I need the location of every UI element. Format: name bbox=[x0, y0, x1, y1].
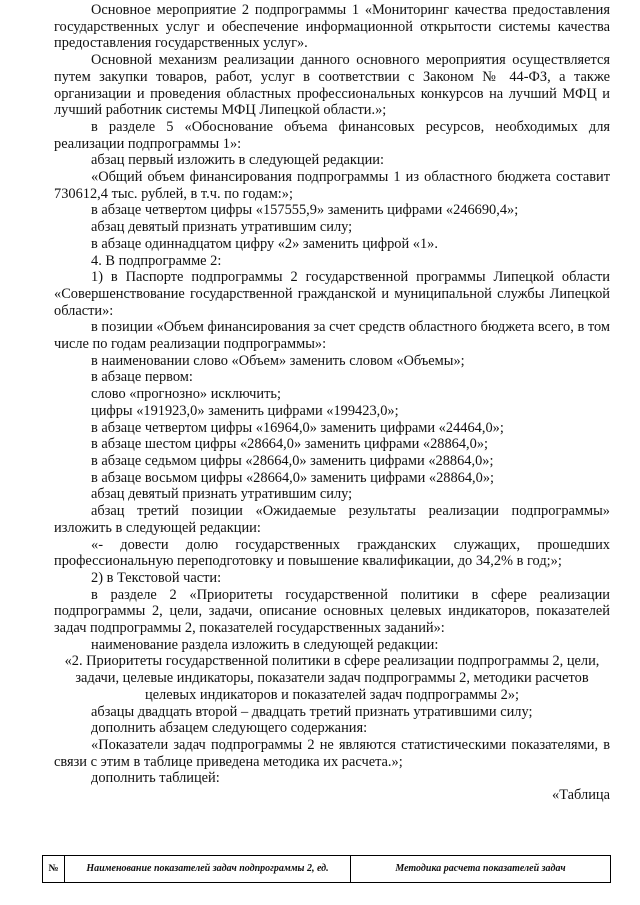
paragraph: абзацы двадцать второй – двадцать третий признать утратившими силу; bbox=[91, 703, 533, 720]
table-header-method: Методика расчета показателей задач bbox=[351, 856, 611, 883]
paragraph: 4. В подпрограмме 2: bbox=[91, 252, 222, 269]
paragraph: в абзаце четвертом цифры «157555,9» заменить цифрами «246690,4»; bbox=[91, 202, 519, 219]
paragraph: в разделе 5 «Обоснование объема финансовых ресурсов, необходимых для реализации подпрограммы 1»: bbox=[54, 118, 610, 152]
paragraph: слово «прогнозно» исключить; bbox=[91, 386, 281, 403]
paragraph: в абзаце восьмом цифры «28664,0» заменить цифрами «28864,0»; bbox=[91, 469, 495, 486]
table-header-row bbox=[43, 856, 611, 883]
paragraph: в разделе 2 «Приоритеты государственной политики в сфере реализации подпрограммы 2, цели, задачи, описание основных целевых индикаторов, показателей задач подпрограммы 2, показателей государственных заданий»: bbox=[54, 586, 610, 637]
paragraph: Основной механизм реализации данного основного мероприятия осуществляется путем закупки товаров, работ, услуг в соответствии с Законом № 44-ФЗ, а также организации и проведения областных профессиональных конкурсов на лучший МФЦ и лучший работник системы МФЦ Липецкой области.»; bbox=[54, 52, 610, 119]
paragraph: цифры «191923,0» заменить цифрами «199423,0»; bbox=[91, 402, 399, 419]
paragraph: 2) в Текстовой части: bbox=[91, 569, 222, 586]
paragraph: «- довести долю государственных гражданских служащих, прошедших профессиональную переподготовку и повышение квалификации, до 34,2% в год;»; bbox=[54, 536, 610, 570]
table-header-indicator-name: Наименование показателей задач подпрограммы 2, ед. bbox=[65, 856, 351, 883]
paragraph: наименование раздела изложить в следующей редакции: bbox=[91, 636, 439, 653]
paragraph: «Таблица bbox=[552, 787, 610, 804]
paragraph: 1) в Паспорте подпрограммы 2 государственной программы Липецкой области «Совершенствование государственной гражданской и муниципальной службы Липецкой области»: bbox=[54, 269, 610, 319]
paragraph: абзац девятый признать утратившим силу; bbox=[91, 486, 353, 503]
table-header-number: № bbox=[43, 856, 65, 883]
paragraph: дополнить таблицей: bbox=[91, 770, 220, 787]
document-body bbox=[54, 2, 610, 804]
paragraph: в абзаце первом: bbox=[91, 369, 193, 386]
paragraph: в абзаце шестом цифры «28664,0» заменить цифрами «28864,0»; bbox=[91, 436, 489, 453]
indicators-table bbox=[42, 855, 611, 883]
paragraph: в наименовании слово «Объем» заменить словом «Объемы»; bbox=[91, 352, 465, 369]
paragraph: в абзаце седьмом цифры «28664,0» заменить цифрами «28864,0»; bbox=[91, 452, 494, 469]
paragraph: в позиции «Объем финансирования за счет средств областного бюджета всего, в том числе по годам реализации подпрограммы»: bbox=[54, 319, 610, 353]
paragraph: Основное мероприятие 2 подпрограммы 1 «Мониторинг качества предоставления государственных услуг и обеспечение информационной открытости системы качества предоставления государственных услуг». bbox=[54, 2, 610, 52]
paragraph: абзац девятый признать утратившим силу; bbox=[91, 219, 353, 236]
paragraph: «2. Приоритеты государственной политики в сфере реализации подпрограммы 2, цели, задачи, целевые индикаторы, показатели задач подпрограммы 2, методики расчетов целевых индикаторов и показателей задач подпрограммы 2»; bbox=[64, 653, 600, 703]
paragraph: абзац третий позиции «Ожидаемые результаты реализации подпрограммы» изложить в следующей редакции: bbox=[54, 503, 610, 536]
paragraph: дополнить абзацем следующего содержания: bbox=[91, 720, 368, 737]
paragraph: в абзаце четвертом цифры «16964,0» заменить цифрами «24464,0»; bbox=[91, 419, 504, 436]
paragraph: «Общий объем финансирования подпрограммы 1 из областного бюджета составит 730612,4 тыс. рублей, в т.ч. по годам:»; bbox=[54, 169, 610, 202]
paragraph: «Показатели задач подпрограммы 2 не являются статистическими показателями, в связи с этим в таблице приведена методика их расчета.»; bbox=[54, 736, 610, 770]
paragraph: абзац первый изложить в следующей редакции: bbox=[91, 152, 385, 169]
paragraph: в абзаце одиннадцатом цифру «2» заменить цифрой «1». bbox=[91, 235, 438, 252]
